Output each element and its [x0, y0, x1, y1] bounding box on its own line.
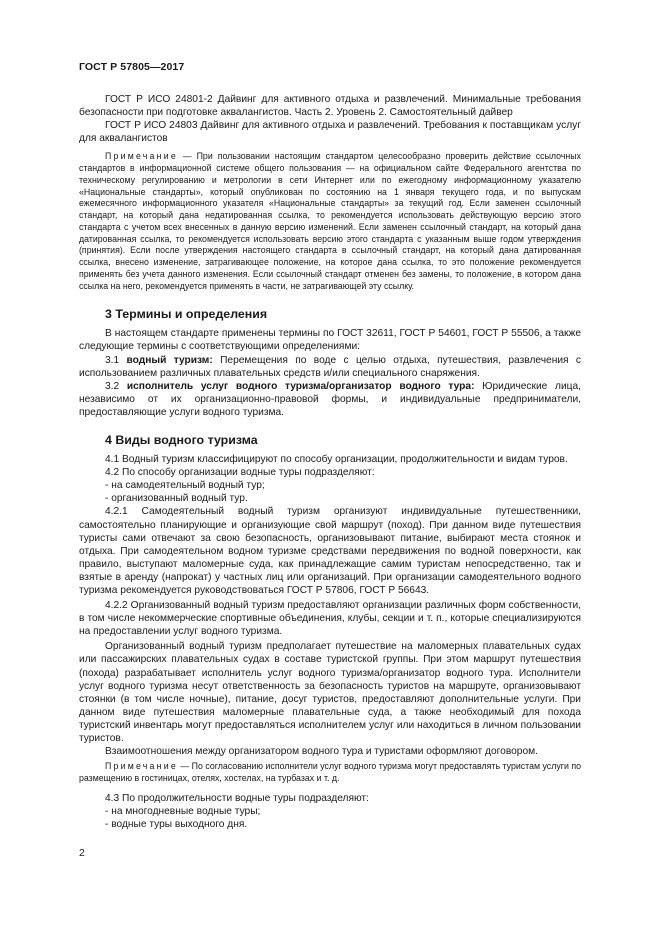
section-heading-terms: 3 Термины и определения [105, 307, 268, 322]
note-text: — При пользовании настоящим стандартом целесообразно проверить действие ссылочных стандартов в информационной системе общего пользования — на официальном сайте Федерального агентства по техническому регулированию и метрологии в сети Интернет или по ежегодному информационному указателю «Национальные стандарты», который опубликован по состоянию на 1 января текущего года, и по выпускам ежемесячного информационного указателя «Национальные стандарты» за текущий год. Если заменен ссылочный стандарт, на который дана недатированная ссылка, то рекомендуется использовать действующую версию этого стандарта с учетом всех внесенных в данную версию изменений. Если заменен ссылочный стандарт, на который дана датированная ссылка, то рекомендуется использовать версию этого стандарта с указанным выше годом утверждения (принятия). Если после утверждения настоящего стандарта в ссылочный стандарт, на который дана датированная ссылка, внесено изменение, затрагивающее положение, на которое дана ссылка, то это положение рекомендуется применять без учета данного изменения. Если ссылочный стандарт отменен без замены, то положение, в котором дана ссылка на него, рекомендуется применять в части, не затрагивающей эту ссылку. [79, 151, 581, 291]
terms-intro: В настоящем стандарте применены термины по ГОСТ 32611, ГОСТ Р 54601, ГОСТ Р 55506, а также следующие термины с соответствующими определениями: [79, 328, 581, 353]
list-item: - организованный водный тур. [105, 493, 248, 505]
document-code-header: ГОСТ Р 57805—2017 [79, 61, 185, 73]
term-name: водный туризм: [126, 354, 213, 366]
note-paragraph [79, 761, 581, 785]
note-label: Примечание [105, 761, 178, 772]
section-heading-types: 4 Виды водного туризма [105, 433, 258, 448]
page-number: 2 [79, 847, 85, 859]
paragraph: 4.2 По способу организации водные туры подразделяют: [105, 467, 375, 479]
paragraph: Взаимоотношения между организатором водного тура и туристами оформляют договором. [105, 746, 538, 758]
paragraph: 4.2.2 Организованный водный туризм предоставляют организации различных форм собственности, в том числе некоммерческие спортивные объединения, клубы, секции и т. п., которые специализируются на предоставлении услуг водного туризма. [79, 600, 581, 638]
note-label: Примечание [105, 151, 178, 162]
list-item: - на многодневные водные туры; [105, 805, 261, 817]
reference-item: ГОСТ Р ИСО 24803 Дайвинг для активного отдыха и развлечений. Требования к поставщикам услуг для аквалангистов [79, 120, 581, 145]
paragraph: Организованный водный туризм предполагает путешествие на маломерных плавательных судах или пассажирских плавательных судах в составе туристской группы. При этом маршрут путешествия (похода) разрабатывает исполнитель услуг водного туризма/организатор водного тура. Исполнители услуг водного туризма несут ответственность за безопасность туристов на маршруте, организовывают стоянки (в том числе ночные), питание, досуг туристов, предоставляют дополнительные услуги. При данном виде путешествия маломерные плавательные суда, а также необходимый для похода туристский инвентарь могут предоставляться исполнителем услуг или находиться в личном пользовании туристов. [79, 641, 581, 744]
note-text: — По согласованию исполнители услуг водного туризма могут предоставлять туристам услуги по размещению в гостиницах, отелях, хостелах, на турбазах и т. д. [79, 761, 581, 783]
paragraph: 4.2.1 Самодеятельный водный туризм организуют индивидуальные путешественники, самостоятельно планирующие и организующие свой маршрут (поход). При данном виде путешествия туристы сами отвечают за свою безопасность, организовывают питание, выбирают места стоянок и отдыха. При самодеятельном водном туризме средствами передвижения по водной поверхности, как правило, выступают маломерные суда, как принадлежащие самим туристам непосредственно, так и взятые в аренду (напрокат) у частных лиц или организаций. При организации самодеятельного водного туризма рекомендуется руководствоваться ГОСТ Р 57806, ГОСТ Р 56643. [79, 506, 581, 596]
page-content [79, 93, 581, 831]
paragraph: 4.3 По продолжительности водные туры подразделяют: [105, 792, 369, 804]
note-paragraph [79, 151, 581, 292]
paragraph: 4.1 Водный туризм классифицируют по способу организации, продолжительности и видам туров. [105, 454, 568, 466]
list-item: - водные туры выходного дня. [105, 818, 248, 830]
term-definition: 3.2 исполнитель услуг водного туризма/организатор водного тура: Юридические лица, независимо от их организационно-правовой формы, и индивидуальные предприниматели, предоставляющие услуги водного туризма. [79, 380, 581, 418]
list-item: - на самодеятельный водный тур; [105, 480, 265, 492]
reference-item: ГОСТ Р ИСО 24801-2 Дайвинг для активного отдыха и развлечений. Минимальные требования безопасности при подготовке аквалангистов. Часть 2. Уровень 2. Самостоятельный дайвер [79, 94, 581, 119]
term-definition: 3.1 водный туризм: Перемещения по воде с целью отдыха, путешествия, развлечения с использованием различных плавательных средств и/или специального снаряжения. [79, 354, 581, 379]
term-name: исполнитель услуг водного туризма/организатор водного тура: [126, 380, 475, 392]
